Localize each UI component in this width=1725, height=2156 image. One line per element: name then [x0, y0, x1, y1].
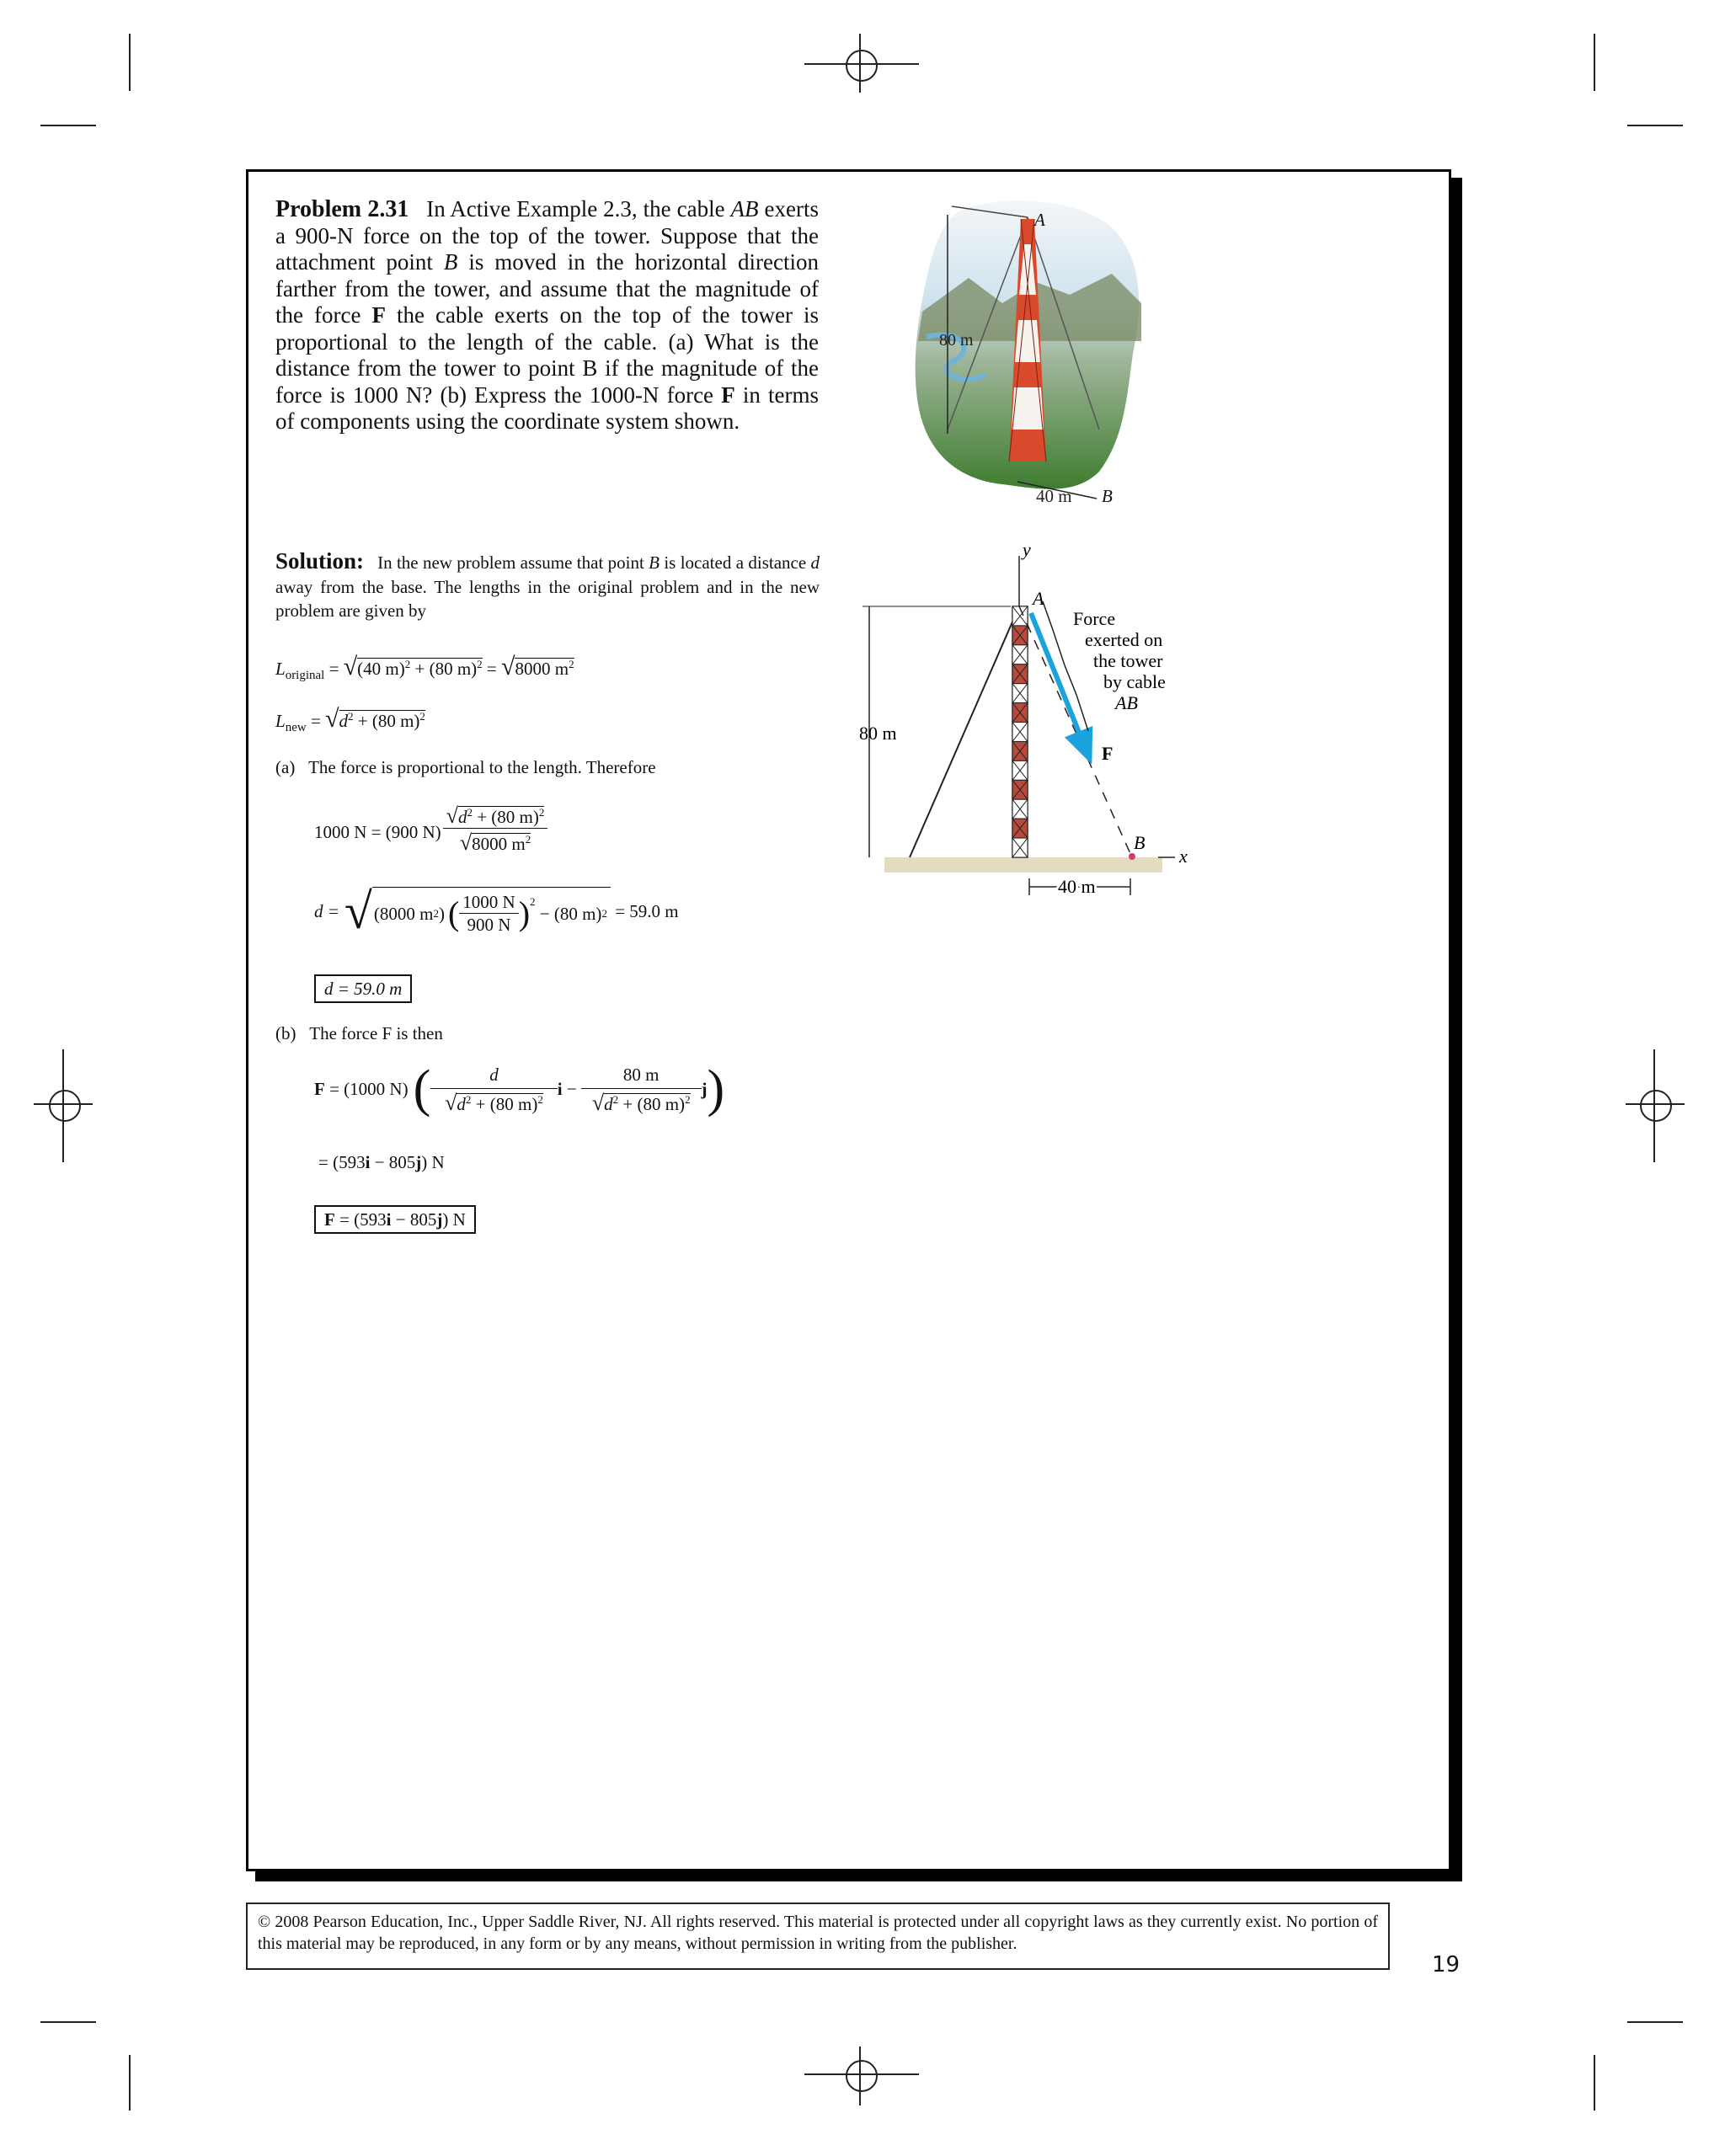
eq-symbol: j [701, 1079, 708, 1099]
solution-intro [275, 549, 820, 623]
eq-operator: + [414, 659, 425, 679]
width-label: 40 m [1058, 876, 1096, 897]
eq-term: (80 m) [491, 807, 539, 827]
annotation-line: the tower [1093, 650, 1163, 671]
solution-text: away from the base. The lengths in the original problem and in the new problem are given by [275, 576, 820, 621]
equation-b2 [318, 1151, 445, 1173]
problem-text: the cable exerts on the top of the tower is proportional to the length of the cable. (a) What is the distance from the tower to point B if the magnitude of the force is 1000 N? (b) Express the 1000-N force [275, 302, 820, 408]
equation-l-new: $L_{new} = √d^2 + (80$ m)$^2$ [275, 705, 425, 735]
copyright-notice: © 2008 Pearson Education, Inc., Upper Saddle River, NJ. All rights reserved. This material is protected under all copyright laws as they currently exist. No portion of this material may be reproduced, in any form or by any means, without permission in writing from the publisher. [246, 1903, 1390, 1970]
photo-label-b: B [1102, 486, 1113, 506]
annotation-line: Force [1073, 608, 1116, 629]
eq-term: 1000 N = (900 N) [314, 821, 441, 842]
solution-heading: Solution: [275, 548, 365, 574]
height-label: 80 m [859, 723, 897, 744]
part-text: The force is proportional to the length. Therefore [308, 757, 656, 777]
eq-term: − (80 m) [539, 903, 602, 924]
eq-term: 8000 m [515, 659, 569, 679]
equation-b1: F = (1000 N) ( d $√d^2 + (80$ m)$^2$ i − $\frac{80 m}{√d^2 + (80 m)^2}$ j ) [314, 1060, 725, 1118]
eq-term: d [457, 807, 467, 827]
eq-symbol: j [415, 1152, 422, 1172]
equation-l-original: $L_{original} = √(40$ m)$^2$ + (80 m)$^2$ = √8000 $m^2$ [275, 653, 574, 683]
eq-symbol: L [275, 659, 286, 679]
guy-line [910, 606, 1019, 857]
eq-term: 1000 N [459, 891, 518, 914]
force-arrow [1031, 613, 1090, 760]
eq-term: d [457, 1093, 466, 1114]
x-axis-label: x [1179, 846, 1188, 867]
photo-height-label: 80 m [939, 331, 974, 350]
problem-text: exerts a 900-N force on the top of the tower. Suppose that the attachment point [275, 196, 819, 275]
crop-mark [1627, 125, 1683, 126]
crop-mark [40, 2021, 96, 2023]
part-a [275, 756, 656, 778]
problem-text: AB [730, 196, 759, 221]
answer-box-b [314, 1205, 476, 1234]
eq-term: (80 m) [371, 711, 420, 731]
part-text: The force F is then [309, 1023, 443, 1043]
crop-mark [1627, 2021, 1683, 2023]
problem-text: in terms of components using the coordinate system shown. [275, 382, 819, 434]
diagram-label-b: B [1134, 832, 1146, 853]
page-number: 19 [1432, 1952, 1461, 1977]
problem-label: Problem 2.31 [275, 196, 409, 222]
eq-term: (80 m) [429, 659, 478, 679]
photo-width-label: 40 m [1036, 486, 1072, 506]
ground [884, 857, 1162, 873]
eq-symbol: i [365, 1152, 371, 1172]
eq-term: d [430, 1064, 558, 1089]
eq-term: (8000 m [373, 903, 434, 924]
eq-term: − 805 [370, 1152, 416, 1172]
point-b [1129, 853, 1135, 860]
equation-a1: 1000 N = (900 N) $√d^2 + (80$ m)$^2$ √8000 $m^2$ [314, 802, 547, 855]
problem-text: is moved in the horizontal direction farther from the tower, and assume that the magnitude of the force [275, 249, 819, 328]
crop-mark [1594, 34, 1595, 91]
eq-term: 8000 m [472, 834, 526, 854]
eq-term: (80 m) [489, 1093, 538, 1114]
eq-term: = (593 [318, 1152, 366, 1172]
problem-text: B [443, 249, 458, 275]
answer-box-a: d = 59.0 m [314, 974, 412, 1003]
diagram-label-a: A [1033, 588, 1044, 609]
eq-subscript: original [285, 669, 325, 683]
part-label: (a) [275, 757, 296, 777]
problem-text: In Active Example 2.3, the cable [426, 196, 731, 221]
eq-term: (80 m) [637, 1093, 686, 1114]
eq-operator: − [566, 1079, 577, 1099]
solution-text: d [810, 552, 820, 573]
eq-term: (40 m) [357, 659, 405, 679]
eq-term: 80 m [581, 1064, 702, 1089]
eq-symbol: L [275, 711, 286, 731]
eq-symbol: F [314, 1079, 325, 1099]
force-label: F [1102, 743, 1114, 764]
tower-cells [1012, 606, 1028, 857]
eq-symbol: F [324, 1209, 335, 1230]
eq-term: ) N [442, 1209, 466, 1230]
eq-term: − 805 [391, 1209, 437, 1230]
annotation-line: by cable [1103, 671, 1166, 692]
solution-text: In the new problem assume that point [377, 552, 649, 573]
eq-term: d = [314, 901, 339, 921]
tower-photo-figure [910, 194, 1154, 514]
solution-text: is located a distance [660, 552, 811, 573]
eq-term: = 59.0 m [615, 901, 679, 921]
equation-a2: d = √ (8000 m 2 ) ( 1000 N 900 N ) $^2$ − (80 m) 2 = 59.0 m [314, 883, 679, 939]
crop-mark [129, 34, 131, 91]
eq-symbol: i [557, 1079, 563, 1099]
photo-label-a: A [1034, 210, 1045, 230]
problem-statement [275, 196, 819, 435]
eq-operator: = [486, 659, 497, 679]
part-label: (b) [275, 1023, 296, 1043]
problem-text: F [371, 302, 386, 328]
eq-term: = (593 [334, 1209, 387, 1230]
annotation-line: AB [1115, 692, 1138, 713]
eq-subscript: new [285, 721, 307, 735]
eq-term: ) N [421, 1152, 445, 1172]
problem-text: F [721, 382, 735, 408]
eq-symbol: i [386, 1209, 392, 1230]
eq-term: d [604, 1093, 613, 1114]
eq-symbol: j [436, 1209, 443, 1230]
solution-text: B [649, 552, 660, 573]
part-b [275, 1022, 443, 1044]
crop-mark [129, 2055, 131, 2111]
y-axis-label: y [1023, 539, 1031, 560]
eq-operator: = [328, 659, 339, 679]
eq-term: d [339, 711, 348, 731]
eq-term: = (1000 N) [329, 1079, 409, 1099]
tower-diagram [851, 539, 1204, 910]
crop-mark [1594, 2055, 1595, 2111]
crop-mark [40, 125, 96, 126]
annotation-line: exerted on [1085, 629, 1163, 650]
eq-term: 900 N [467, 915, 511, 935]
